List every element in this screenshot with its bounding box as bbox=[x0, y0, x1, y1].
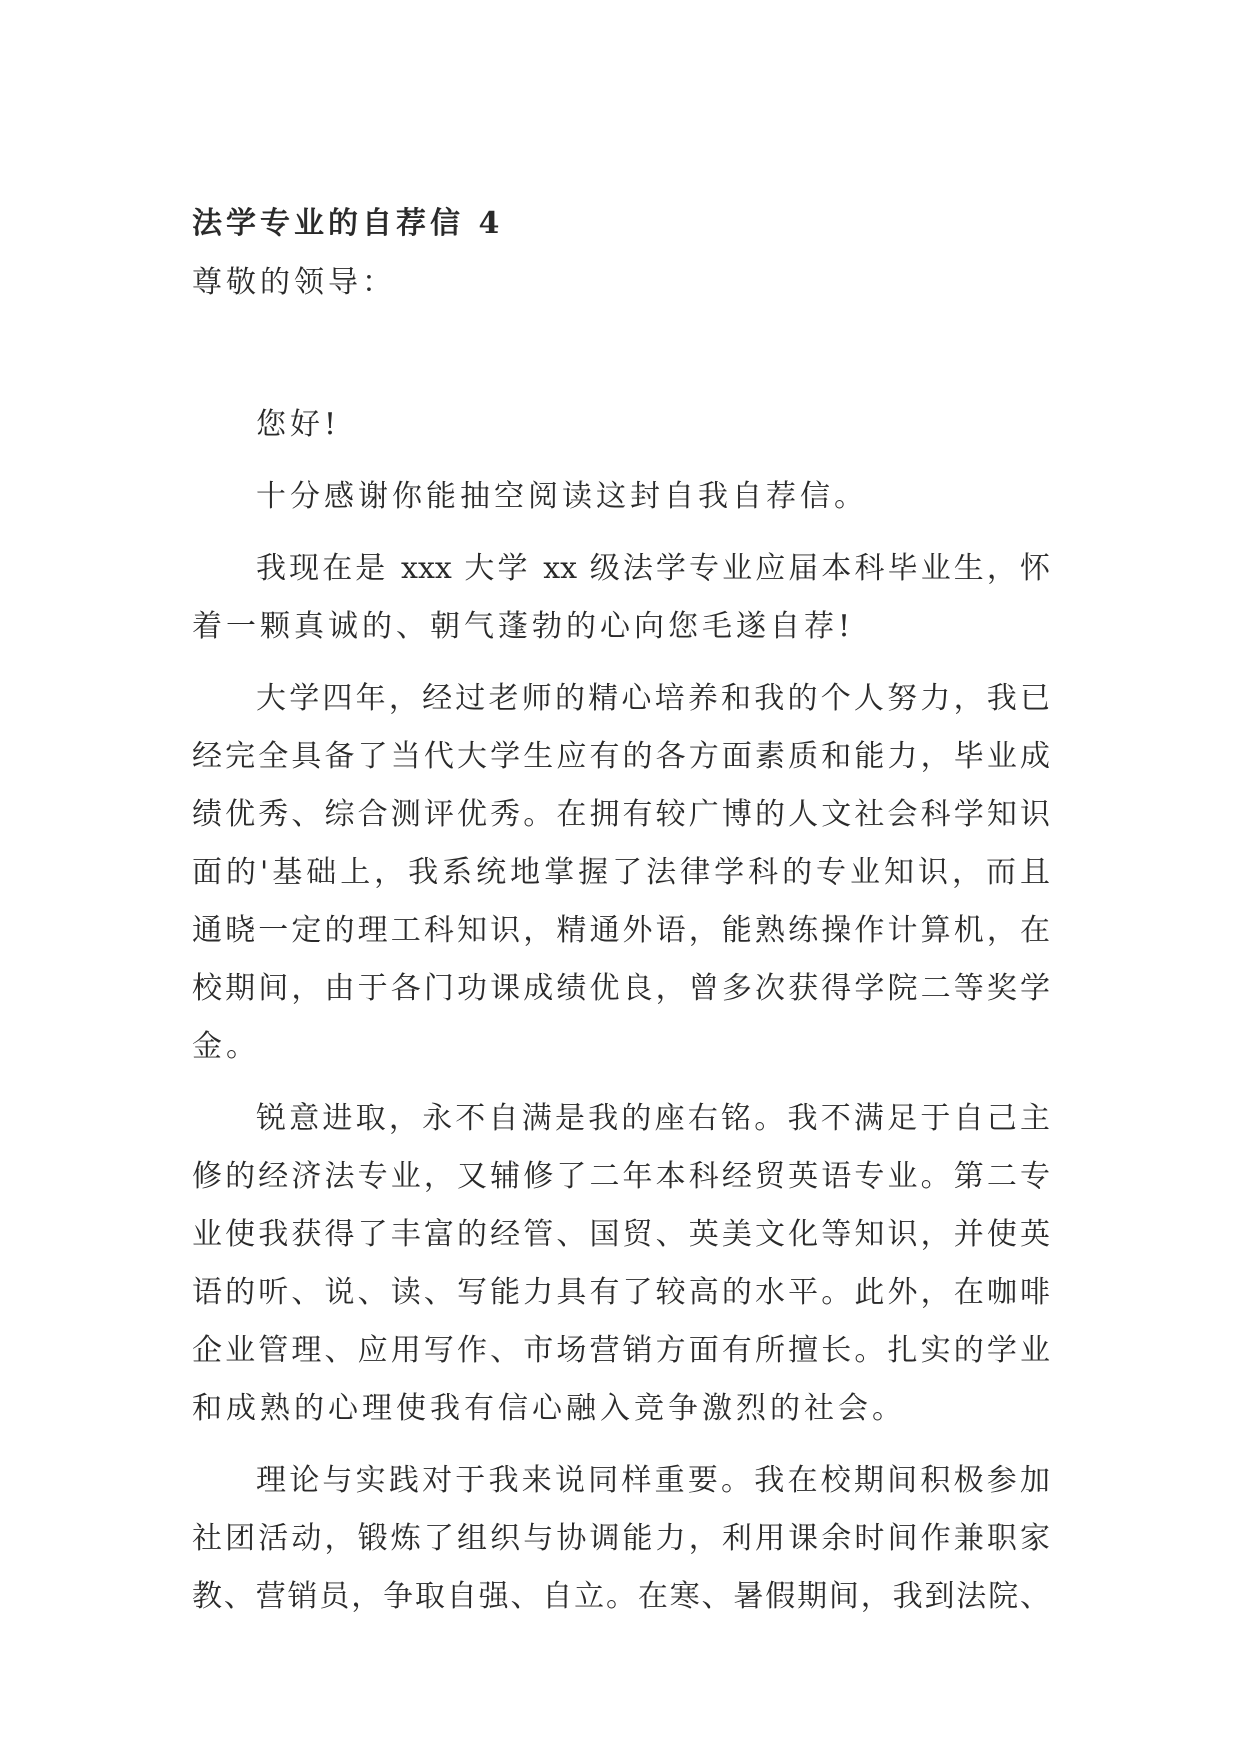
document-title: 法学专业的自荐信 4 bbox=[192, 206, 504, 241]
paragraph-line: 十分感谢你能抽空阅读这封自我自荐信。 bbox=[256, 479, 868, 514]
paragraph-line: 企业管理、应用写作、市场营销方面有所擅长。扎实的学业 bbox=[192, 1333, 1050, 1368]
paragraph-line: 锐意进取，永不自满是我的座右铭。我不满足于自己主 bbox=[256, 1101, 1050, 1136]
paragraph-line: 绩优秀、综合测评优秀。在拥有较广博的人文社会科学知识 bbox=[192, 797, 1050, 832]
paragraph-line: 修的经济法专业，又辅修了二年本科经贸英语专业。第二专 bbox=[192, 1159, 1050, 1194]
paragraph-line: 面的'基础上，我系统地掌握了法律学科的专业知识，而且 bbox=[192, 855, 1050, 890]
paragraph bbox=[192, 468, 1050, 526]
paragraph bbox=[192, 1452, 1050, 1626]
paragraph-line: 着一颗真诚的、朝气蓬勃的心向您毛遂自荐! bbox=[192, 609, 855, 644]
paragraph bbox=[192, 1090, 1050, 1438]
paragraph-line: 我现在是 xxx 大学 xx 级法学专业应届本科毕业生，怀 bbox=[256, 551, 1050, 586]
paragraph-line: 教、营销员，争取自强、自立。在寒、暑假期间，我到法院、 bbox=[192, 1579, 1050, 1614]
paragraph-line: 经完全具备了当代大学生应有的各方面素质和能力，毕业成 bbox=[192, 739, 1050, 774]
paragraph-line: 金。 bbox=[192, 1029, 260, 1064]
paragraph bbox=[192, 670, 1050, 1076]
paragraph-line: 校期间，由于各门功课成绩优良，曾多次获得学院二等奖学 bbox=[192, 971, 1050, 1006]
paragraph-line: 社团活动，锻炼了组织与协调能力，利用课余时间作兼职家 bbox=[192, 1521, 1050, 1556]
paragraph-line: 语的听、说、读、写能力具有了较高的水平。此外，在咖啡 bbox=[192, 1275, 1050, 1310]
paragraph-line: 和成熟的心理使我有信心融入竞争激烈的社会。 bbox=[192, 1391, 906, 1426]
paragraph-line: 通晓一定的理工科知识，精通外语，能熟练操作计算机，在 bbox=[192, 913, 1050, 948]
paragraph-line: 理论与实践对于我来说同样重要。我在校期间积极参加 bbox=[256, 1463, 1050, 1498]
paragraph-line: 您好! bbox=[256, 407, 341, 442]
letter-body bbox=[192, 396, 1050, 1626]
paragraph-line: 大学四年，经过老师的精心培养和我的个人努力，我已 bbox=[256, 681, 1050, 716]
salutation: 尊敬的领导： bbox=[192, 265, 396, 300]
paragraph bbox=[192, 396, 1050, 454]
paragraph-line: 业使我获得了丰富的经管、国贸、英美文化等知识，并使英 bbox=[192, 1217, 1050, 1252]
paragraph bbox=[192, 540, 1050, 656]
